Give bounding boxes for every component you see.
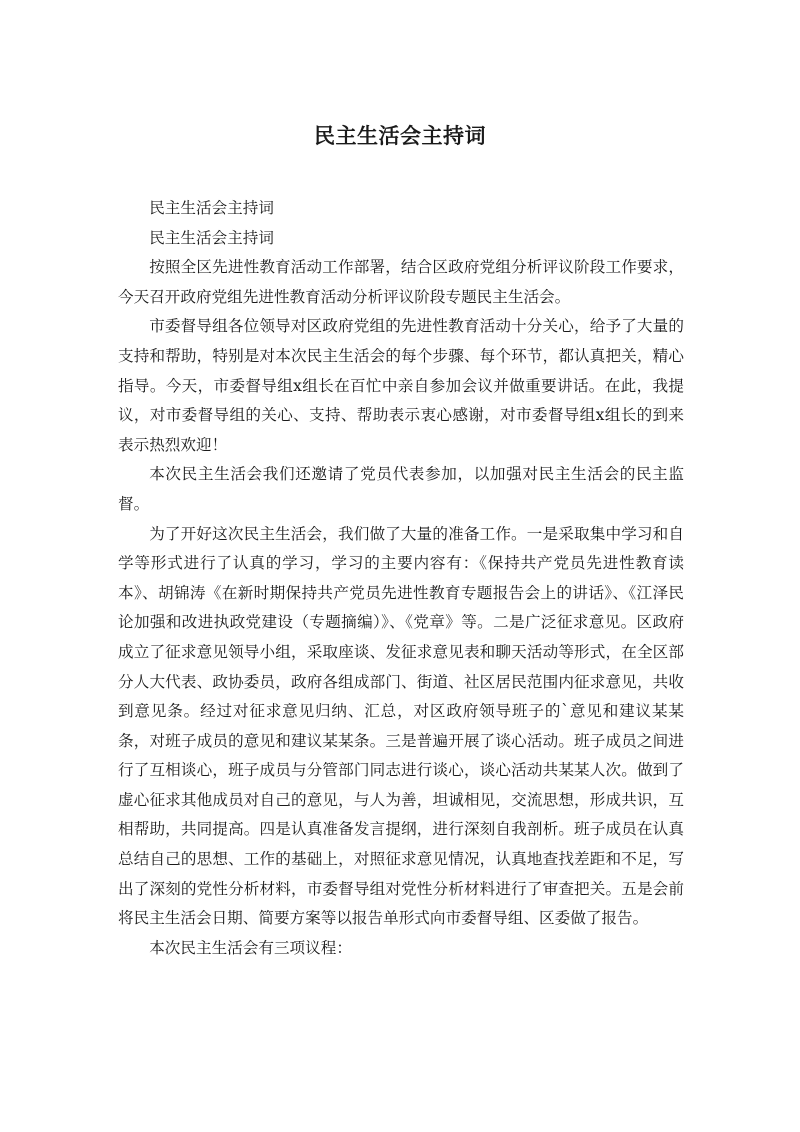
paragraph: 民主生活会主持词 (149, 228, 274, 247)
document-title: 民主生活会主持词 (314, 124, 486, 148)
paragraph: 民主生活会主持词 (149, 199, 274, 217)
paragraph: 市委督导组各位领导对区政府党组的先进性教育活动十分关心，给予了大量的支持和帮助，特别是对本次民主生活会的每个步骤、每个环节，都认真把关，精心指导。今天，市委督导组x组长在百忙中亲自参加会议并做重要讲话。在此，我提议，对市委督导组的关心、支持、帮助表示衷心感谢，对市委督导组x组长的到来表示热烈欢迎！ (118, 317, 684, 454)
document-body (118, 194, 684, 963)
paragraph: 为了开好这次民主生活会，我们做了大量的准备工作。一是采取集中学习和自学等形式进行了认真的学习，学习的主要内容有：《保持共产党员先进性教育读本》、胡锦涛《在新时期保持共产党员先进性教育专题报告会上的讲话》、《江泽民论加强和改进执政党建设（专题摘编）》、《党章》等。二是广泛征求意见。区政府成立了征求意见领导小组，采取座谈、发征求意见表和聊天活动等形式，在全区部分人大代表、政协委员，政府各组成部门、街道、社区居民范围内征求意见，共收到意见条。经过对征求意见归纳、汇总，对区政府领导班子的`意见和建议某某条，对班子成员的意见和建议某某条。三是普遍开展了谈心活动。班子成员之间进行了互相谈心，班子成员与分管部门同志进行谈心，谈心活动共某某人次。做到了虚心征求其他成员对自己的意见，与人为善，坦诚相见，交流思想，形成共识，互相帮助，共同提高。四是认真准备发言提纲，进行深刻自我剖析。班子成员在认真总结自己的思想、工作的基础上，对照征求意见情况，认真地查找差距和不足，写出了深刻的党性分析材料，市委督导组对党性分析材料进行了审查把关。五是会前将民主生活会日期、简要方案等以报告单形式向市委督导组、区委做了报告。 (118, 524, 684, 928)
paragraph: 本次民主生活会有三项议程： (149, 938, 352, 957)
paragraph: 本次民主生活会我们还邀请了党员代表参加，以加强对民主生活会的民主监督。 (118, 465, 684, 513)
paragraph: 按照全区先进性教育活动工作部署，结合区政府党组分析评议阶段工作要求，今天召开政府党组先进性教育活动分析评议阶段专题民主生活会。 (118, 258, 684, 306)
